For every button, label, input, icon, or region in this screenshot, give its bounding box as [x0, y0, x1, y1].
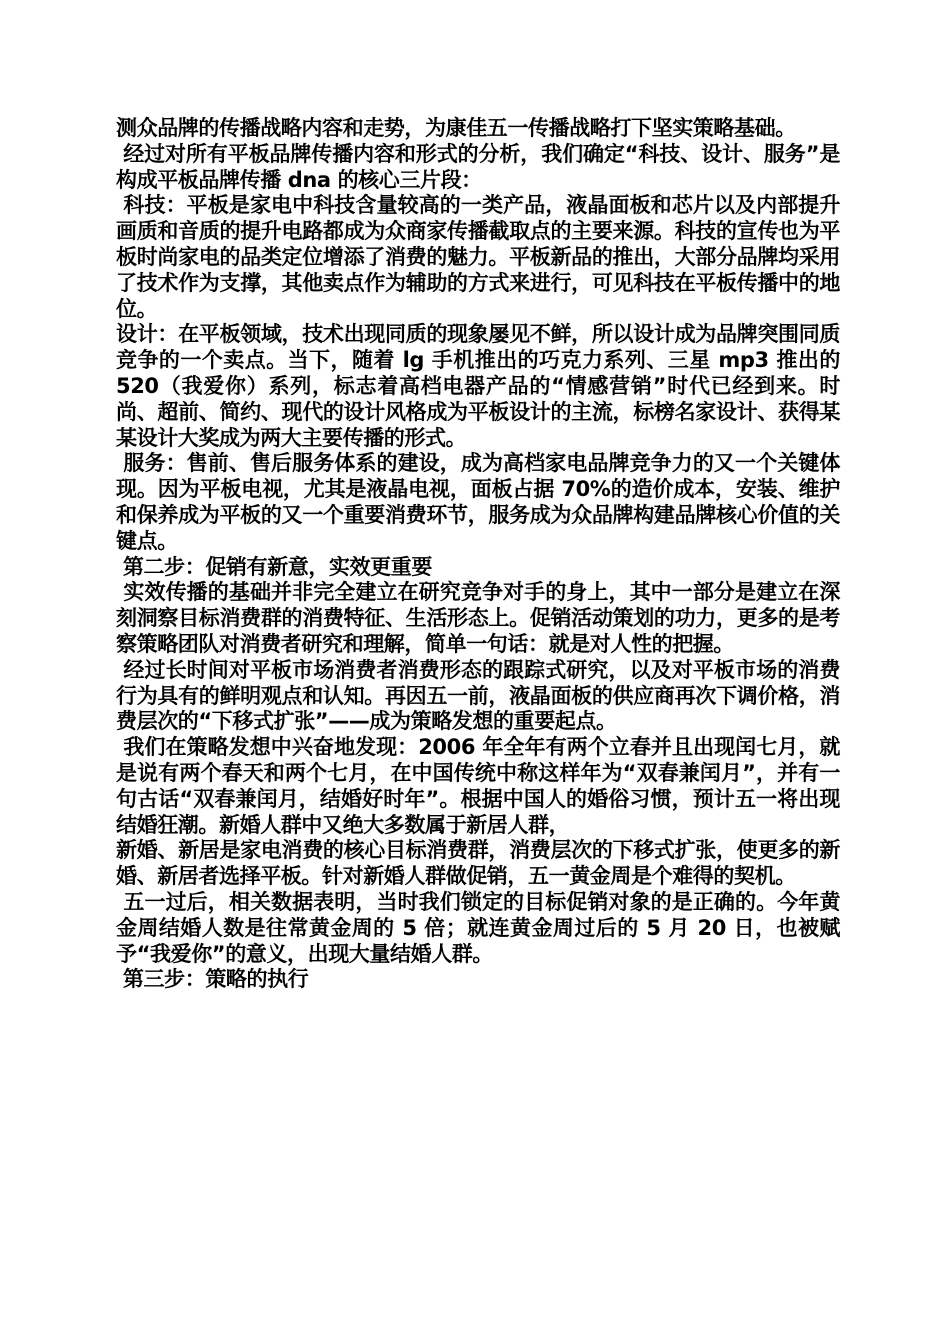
heading-step-three: 第三步：策略的执行 — [116, 967, 309, 992]
paragraph-technology: 科技：平板是家电中科技含量较高的一类产品，液晶面板和芯片以及内部提升画质和音质的提升电路都成为众商家传播截取点的主要来源。科技的宣传也为平板时尚家电的品类定位增添了消费的魅力。平板新品的推出，大部分品牌均采用了技术作为支撑，其他卖点作为辅助的方式来进行，可见科技在平板传播中的地位。 — [116, 193, 840, 321]
paragraph-results: 五一过后，相关数据表明，当时我们锁定的目标促销对象的是正确的。今年黄金周结婚人数是往常黄金周的 5 倍；就连黄金周过后的 5 月 20 日，也被赋予“我爱你”的意义，出现大量结婚人群。 — [116, 889, 840, 966]
paragraph-design: 设计：在平板领域，技术出现同质的现象屡见不鲜，所以设计成为品牌突围同质竞争的一个卖点。当下，随着 lg 手机推出的巧克力系列、三星 mp3 推出的 520（我爱你）系列，标志着高档电器产品的“情感营销”时代已经到来。时尚、超前、简约、现代的设计风格成为平板设计的主流，标榜名家设计、获得某某设计大奖成为两大主要传播的形式。 — [116, 322, 847, 450]
paragraph-service: 服务：售前、售后服务体系的建设，成为高档家电品牌竞争力的又一个关键体现。因为平板电视，尤其是液晶电视，面板占据 70%的造价成本，安装、维护和保养成为平板的又一个重要消费环节，服务成为众品牌构建品牌核心价值的关键点。 — [116, 451, 840, 553]
document-body — [116, 116, 847, 993]
paragraph-effective-promotion: 实效传播的基础并非完全建立在研究竞争对手的身上，其中一部分是建立在深刻洞察目标消费群的消费特征、生活形态上。促销活动策划的功力，更多的是考察策略团队对消费者研究和理解，简单一句话：就是对人性的把握。 — [116, 580, 840, 656]
paragraph-consumer-research: 经过长时间对平板市场消费者消费形态的跟踪式研究，以及对平板市场的消费行为具有的鲜明观点和认知。再因五一前，液晶面板的供应商再次下调价格，消费层次的“下移式扩张”——成为策略发想的重要起点。 — [116, 657, 840, 734]
heading-step-two: 第二步：促销有新意，实效更重要 — [116, 554, 432, 579]
paragraph-intro-continued: 测众品牌的传播战略内容和走势，为康佳五一传播战略打下坚实策略基础。 — [116, 116, 796, 140]
paragraph-newlyweds: 新婚、新居是家电消费的核心目标消费群，消费层次的下移式扩张，使更多的新婚、新居者选择平板。针对新婚人群做促销，五一黄金周是个难得的契机。 — [116, 838, 840, 889]
paragraph-brand-dna: 经过对所有平板品牌传播内容和形式的分析，我们确定“科技、设计、服务”是构成平板品牌传播 dna 的核心三片段： — [116, 141, 840, 192]
paragraph-double-spring: 我们在策略发想中兴奋地发现：2006 年全年有两个立春并且出现闰七月，就是说有两个春天和两个七月，在中国传统中称这样年为“双春兼闰月”，并有一句古话“双春兼闰月，结婚好时年”。根据中国人的婚俗习惯，预计五一将出现结婚狂潮。新婚人群中又绝大多数属于新居人群， — [116, 735, 840, 837]
